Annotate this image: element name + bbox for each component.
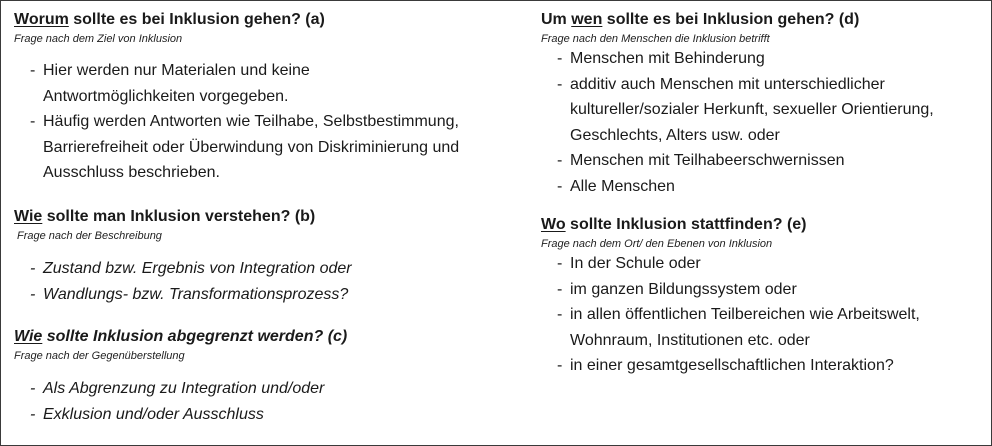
list-item-text: Hier werden nur Materialen und keine (43, 62, 310, 79)
list-item-text: Häufig werden Antworten wie Teilhabe, Selbstbestimmung, (43, 113, 459, 130)
list-item (14, 282, 529, 308)
list-item-text: Geschlechts, Alters usw. oder (570, 126, 780, 144)
question-e-text: sollte Inklusion stattfinden? (e) (565, 216, 807, 233)
list-item (14, 58, 529, 84)
question-c-keyword: Wie (14, 328, 43, 345)
section-b (14, 208, 529, 307)
list-item-text: In der Schule oder (570, 255, 701, 272)
list-item-continuation (541, 328, 986, 354)
bullet-dash: - (30, 62, 36, 79)
list-item (541, 148, 986, 174)
question-c-heading (14, 328, 529, 346)
list-item (541, 46, 986, 72)
list-item-text: Menschen mit Behinderung (570, 50, 765, 67)
list-item-continuation (14, 135, 529, 161)
question-d-list (541, 46, 986, 199)
bullet-dash: - (557, 255, 563, 272)
question-c-text: sollte Inklusion abgegrenzt werden? (c) (42, 328, 348, 345)
list-item-text: Barrierefreiheit oder Überwindung von Diskriminierung und (43, 138, 460, 156)
section-e (541, 216, 986, 379)
list-item-text: Ausschluss beschrieben. (43, 164, 220, 181)
question-a-keyword: Worum (14, 11, 69, 28)
question-a-heading (14, 11, 529, 29)
list-item-text: Antwortmöglichkeiten vorgegeben. (43, 87, 289, 105)
bullet-dash: - (557, 75, 563, 93)
question-b-text: sollte man Inklusion verstehen? (b) (42, 208, 316, 225)
list-item-text: Als Abgrenzung zu Integration und/oder (43, 380, 325, 397)
list-item-text: additiv auch Menschen mit unterschiedlicher (570, 75, 885, 93)
question-d-text: sollte es bei Inklusion gehen? (d) (602, 11, 860, 28)
list-item (541, 302, 986, 328)
question-d-subtitle: Frage nach den Menschen die Inklusion betrifft (541, 33, 770, 45)
list-item (541, 174, 986, 200)
question-d-lead: Um (541, 11, 572, 28)
question-e-heading (541, 216, 986, 234)
bullet-dash: - (557, 152, 563, 169)
bullet-dash: - (30, 405, 36, 423)
bullet-dash: - (557, 50, 563, 67)
question-a-subtitle: Frage nach dem Ziel von Inklusion (14, 33, 183, 45)
list-item-text: Wandlungs- bzw. Transformationsprozess? (43, 285, 349, 303)
list-item (14, 402, 529, 428)
question-e-subtitle: Frage nach dem Ort/ den Ebenen von Inklusion (541, 238, 773, 250)
question-d-heading (541, 11, 986, 29)
bullet-dash: - (557, 280, 563, 298)
bullet-dash: - (30, 113, 36, 130)
section-a (14, 11, 529, 186)
list-item-text: Wohnraum, Institutionen etc. oder (570, 331, 810, 349)
list-item-text: in allen öffentlichen Teilbereichen wie Arbeitswelt, (570, 306, 920, 323)
question-b-list (14, 256, 529, 307)
list-item-continuation (541, 97, 986, 123)
list-item (541, 353, 986, 379)
question-b-subtitle: Frage nach der Beschreibung (17, 230, 162, 242)
list-item (541, 251, 986, 277)
list-item-text: in einer gesamtgesellschaftlichen Interaktion? (570, 357, 894, 374)
question-a-text: sollte es bei Inklusion gehen? (a) (68, 11, 325, 28)
list-item (14, 256, 529, 282)
list-item (14, 376, 529, 402)
list-item-continuation (14, 84, 529, 110)
question-b-heading (14, 208, 529, 226)
question-e-keyword: Wo (541, 216, 566, 233)
list-item-continuation (14, 160, 529, 186)
question-c-list (14, 376, 529, 427)
bullet-dash: - (557, 357, 563, 374)
bullet-dash: - (557, 306, 563, 323)
list-item-text: kultureller/sozialer Herkunft, sexueller Orientierung, (570, 101, 934, 118)
list-item (14, 109, 529, 135)
list-item-text: Exklusion und/oder Ausschluss (43, 405, 264, 423)
question-d-keyword: wen (571, 11, 603, 28)
section-d (541, 11, 986, 199)
list-item-text: Menschen mit Teilhabeerschwernissen (570, 152, 845, 169)
list-item-text: im ganzen Bildungssystem oder (570, 280, 797, 298)
question-e-list (541, 251, 986, 379)
list-item (541, 277, 986, 303)
bullet-dash: - (30, 285, 36, 303)
bullet-dash: - (30, 380, 36, 397)
bullet-dash: - (557, 177, 563, 195)
list-item-text: Zustand bzw. Ergebnis von Integration oder (43, 260, 352, 277)
question-a-list (14, 58, 529, 186)
question-c-subtitle: Frage nach der Gegenüberstellung (14, 350, 185, 362)
question-b-keyword: Wie (14, 208, 43, 225)
list-item (541, 72, 986, 98)
list-item-continuation (541, 123, 986, 149)
bullet-dash: - (30, 260, 36, 277)
list-item-text: Alle Menschen (570, 177, 675, 195)
section-c (14, 328, 529, 427)
